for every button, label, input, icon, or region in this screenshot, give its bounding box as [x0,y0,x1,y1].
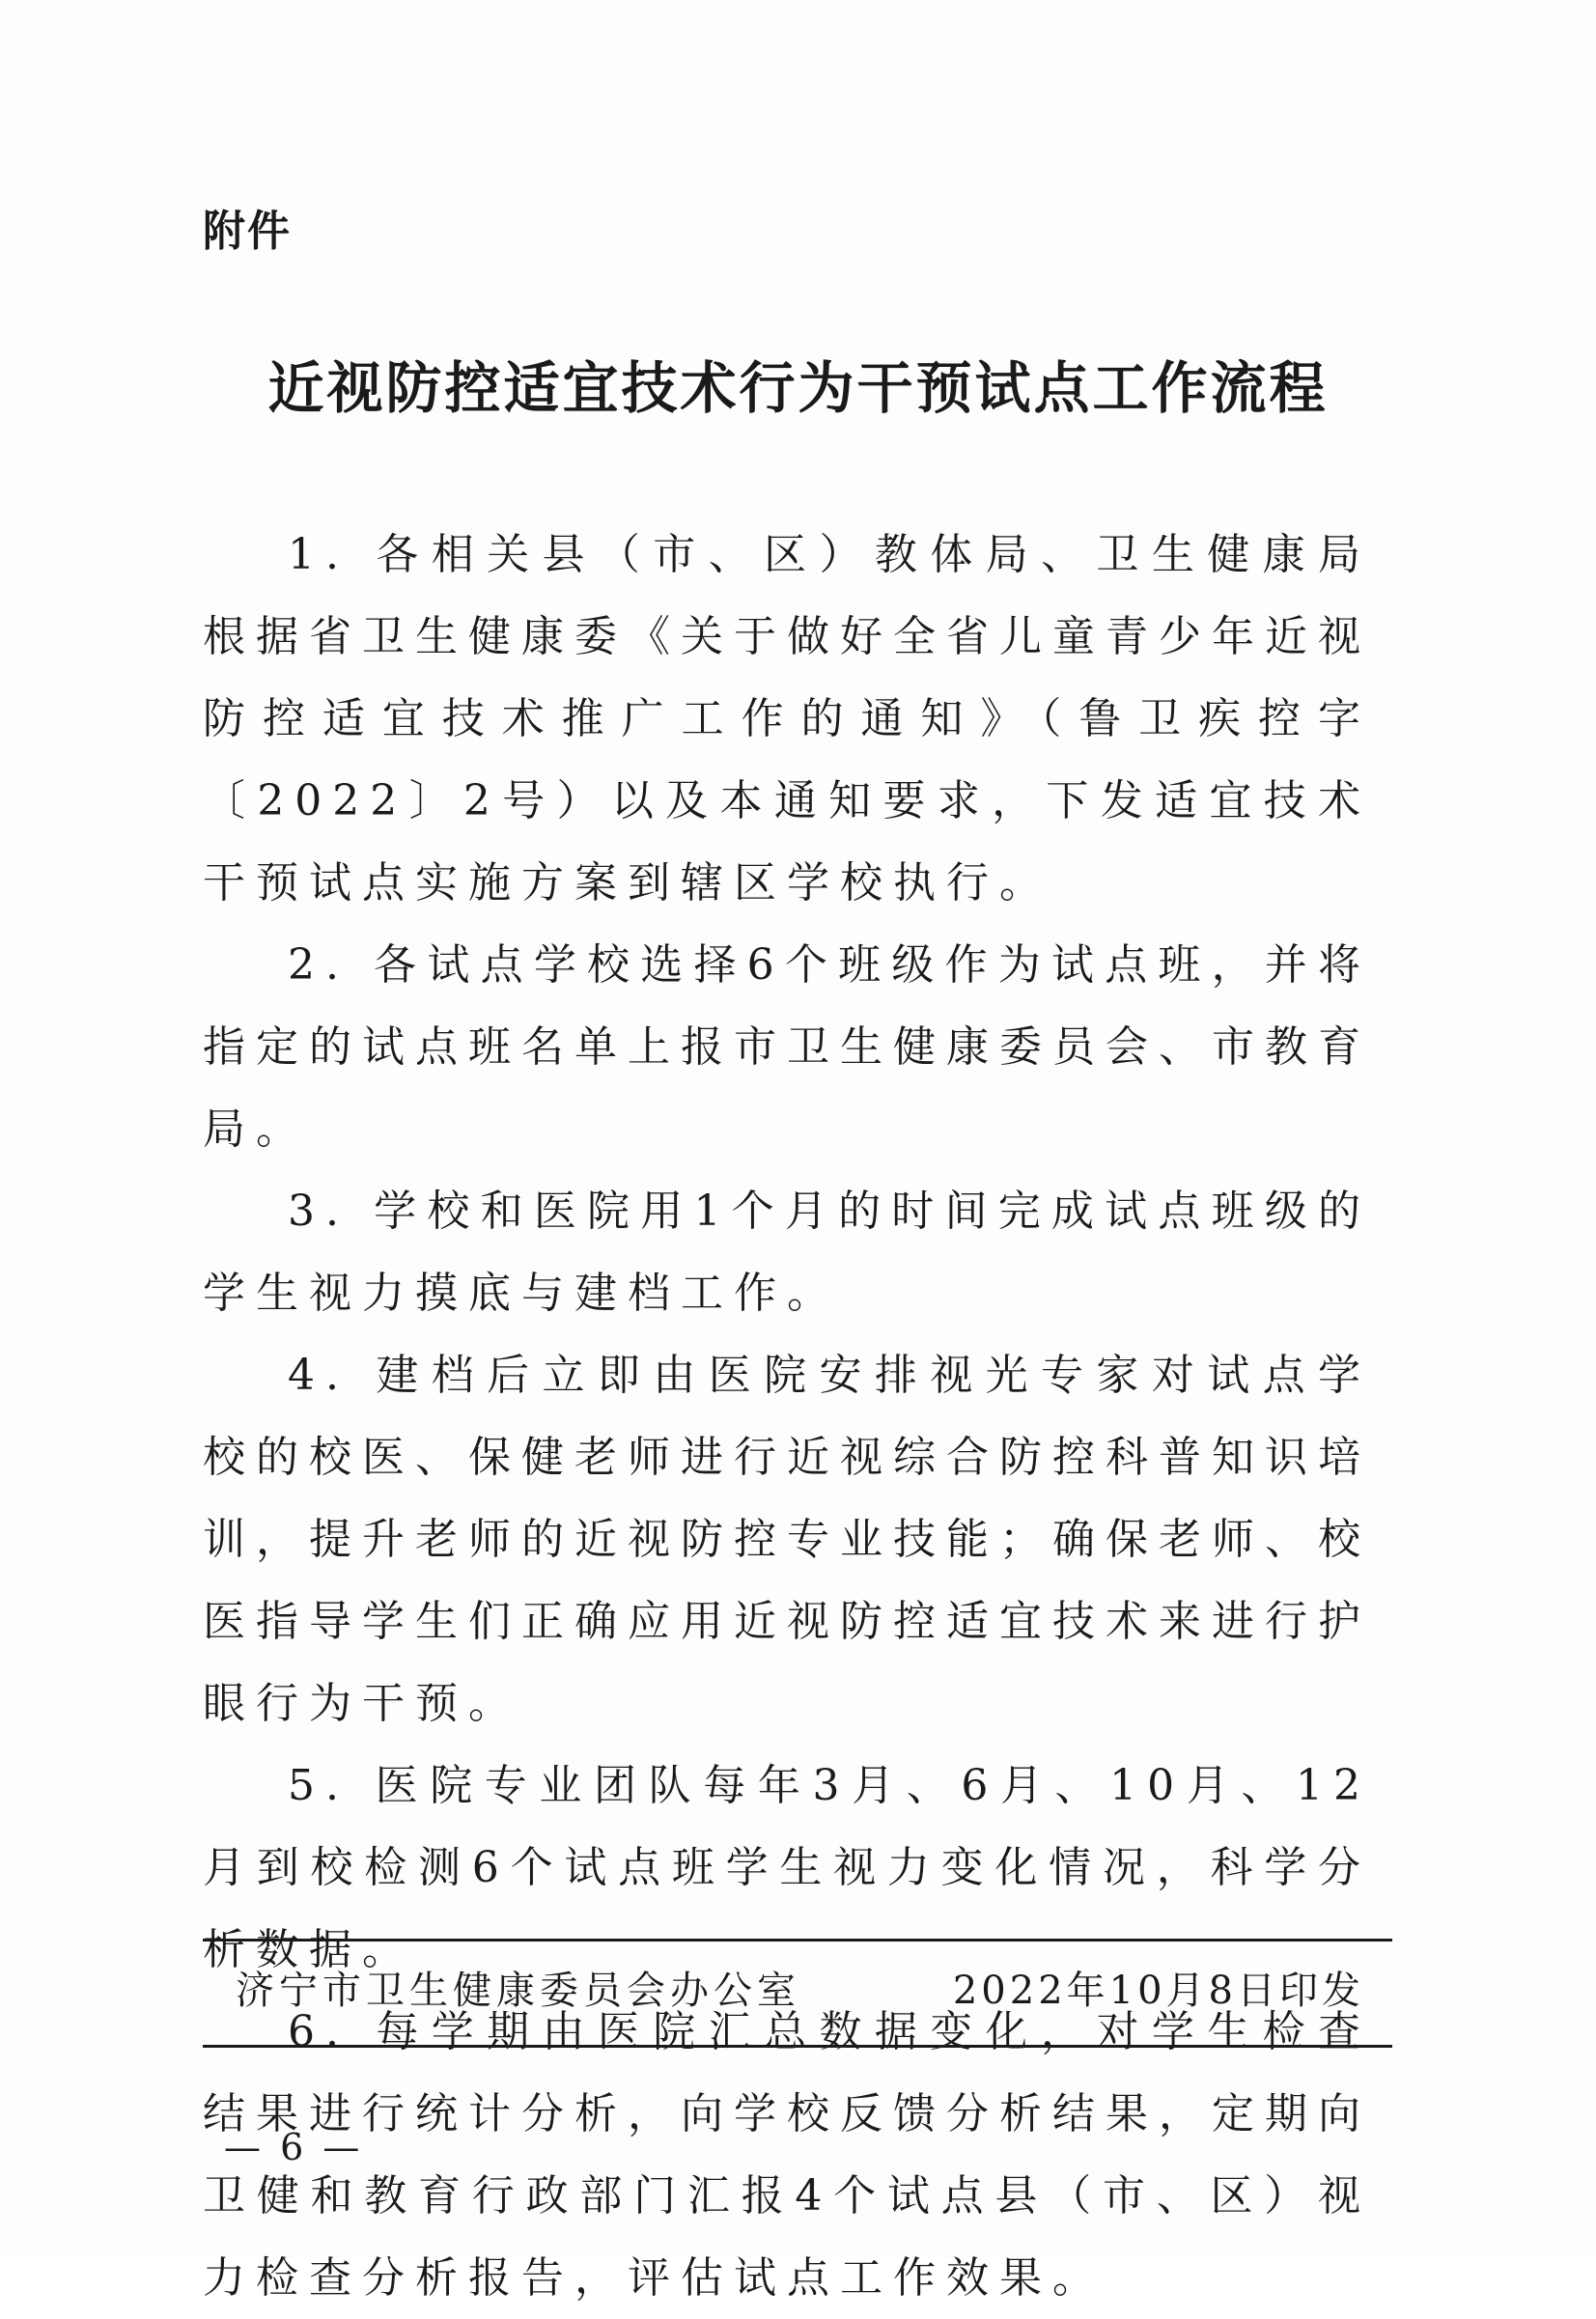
paragraph-6: 6. 每学期由医院汇总数据变化，对学生检查结果进行统计分析，向学校反馈分析结果，定期向卫健和教育行政部门汇报4个试点县（市、区）视力检查分析报告，评估试点工作效果。 [203,2007,1371,2303]
page-number: — 6 — [224,2126,364,2168]
paragraph-1: 1. 各相关县（市、区）教体局、卫生健康局根据省卫生健康委《关于做好全省儿童青少年近视防控适宜技术推广工作的通知》（鲁卫疾控字〔2022〕2号）以及本通知要求，下发适宜技术干预试点实施方案到辖区学校执行。 [203,530,1371,908]
footer-issue-date: 2022年10月8日印发 [952,1969,1364,2013]
attachment-label: 附件 [203,207,292,256]
footer-top-rule [203,1939,1392,1942]
footer-issuer: 济宁市卫生健康委员会办公室 [236,1969,800,2013]
document-title: 近视防控适宜技术行为干预试点工作流程 [267,355,1329,421]
footer-bottom-rule [203,2045,1392,2048]
paragraph-5: 5. 医院专业团队每年3月、6月、10月、12月到校检测6个试点班学生视力变化情况，科学分析数据。 [203,1761,1371,1974]
paragraph-4: 4. 建档后立即由医院安排视光专家对试点学校的校医、保健老师进行近视综合防控科普知识培训，提升老师的近视防控专业技能；确保老师、校医指导学生们正确应用近视防控适宜技术来进行护眼行为干预。 [203,1351,1371,1728]
paragraph-3: 3. 学校和医院用1个月的时间完成试点班级的学生视力摸底与建档工作。 [203,1187,1371,1318]
document-body [203,514,1371,2319]
paragraph-2: 2. 各试点学校选择6个班级作为试点班，并将指定的试点班名单上报市卫生健康委员会、市教育局。 [203,940,1371,1154]
